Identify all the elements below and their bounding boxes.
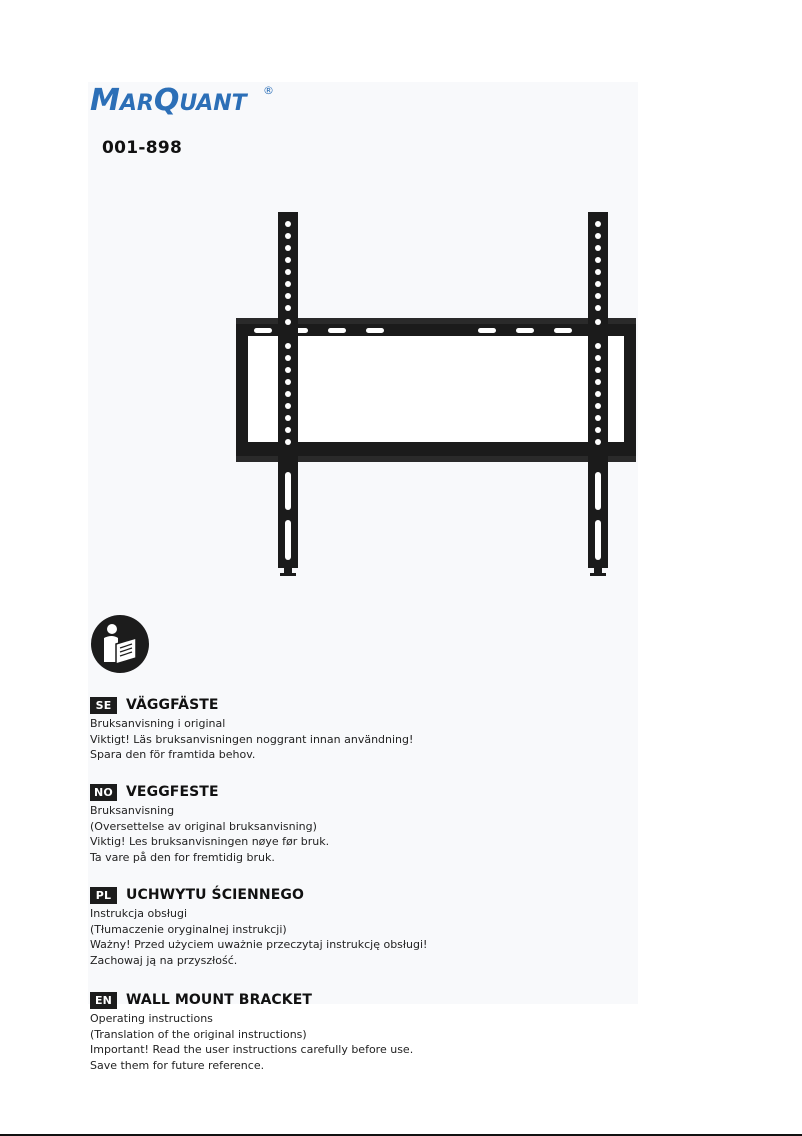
language-badge-no: NO [90,784,117,801]
section-line: (Tłumaczenie oryginalnej instrukcji) [90,922,287,936]
section-line: Ta vare på den for fremtidig bruk. [90,850,275,864]
section-line: (Translation of the original instructions) [90,1027,307,1041]
section-title-en: WALL MOUNT BRACKET [126,992,313,1008]
section-pl [90,884,610,968]
section-line: Operating instructions [90,1012,213,1025]
section-line: Spara den för framtida behov. [90,748,256,761]
section-line: Zachowaj ją na przyszłość. [90,953,238,967]
section-title-se: VÄGGFÄSTE [126,697,219,713]
section-line: Ważny! Przed użyciem uważnie przeczytaj instrukcję obsługi! [90,938,428,951]
section-line: (Oversettelse av original bruksanvisning) [90,819,317,833]
language-badge-se: SE [90,697,117,714]
section-title-pl: UCHWYTU ŚCIENNEGO [126,887,304,903]
section-line: Viktig! Les bruksanvisningen nøye før bruk. [90,835,330,848]
section-en [90,989,610,1073]
section-line: Bruksanvisning [90,804,175,817]
section-line: Important! Read the user instructions carefully before use. [90,1043,414,1056]
marquant-logo [90,80,280,128]
section-title-no: VEGGFESTE [126,784,219,800]
section-line: Viktigt! Läs bruksanvisningen noggrant innan användning! [90,732,414,746]
section-no [90,781,610,865]
model-number: 001-898 [102,138,183,158]
brand-name-text: MARQUANT [90,83,247,118]
wall-bracket-illustration [232,210,642,586]
read-manual-icon [90,614,150,678]
section-line: Save them for future reference. [90,1058,265,1072]
section-line: Bruksanvisning i original [90,717,226,730]
language-badge-pl: PL [90,887,117,904]
section-line: Instrukcja obsługi [90,907,188,920]
svg-text:®: ® [263,84,274,97]
section-se [90,694,610,763]
language-badge-en: EN [90,992,117,1009]
